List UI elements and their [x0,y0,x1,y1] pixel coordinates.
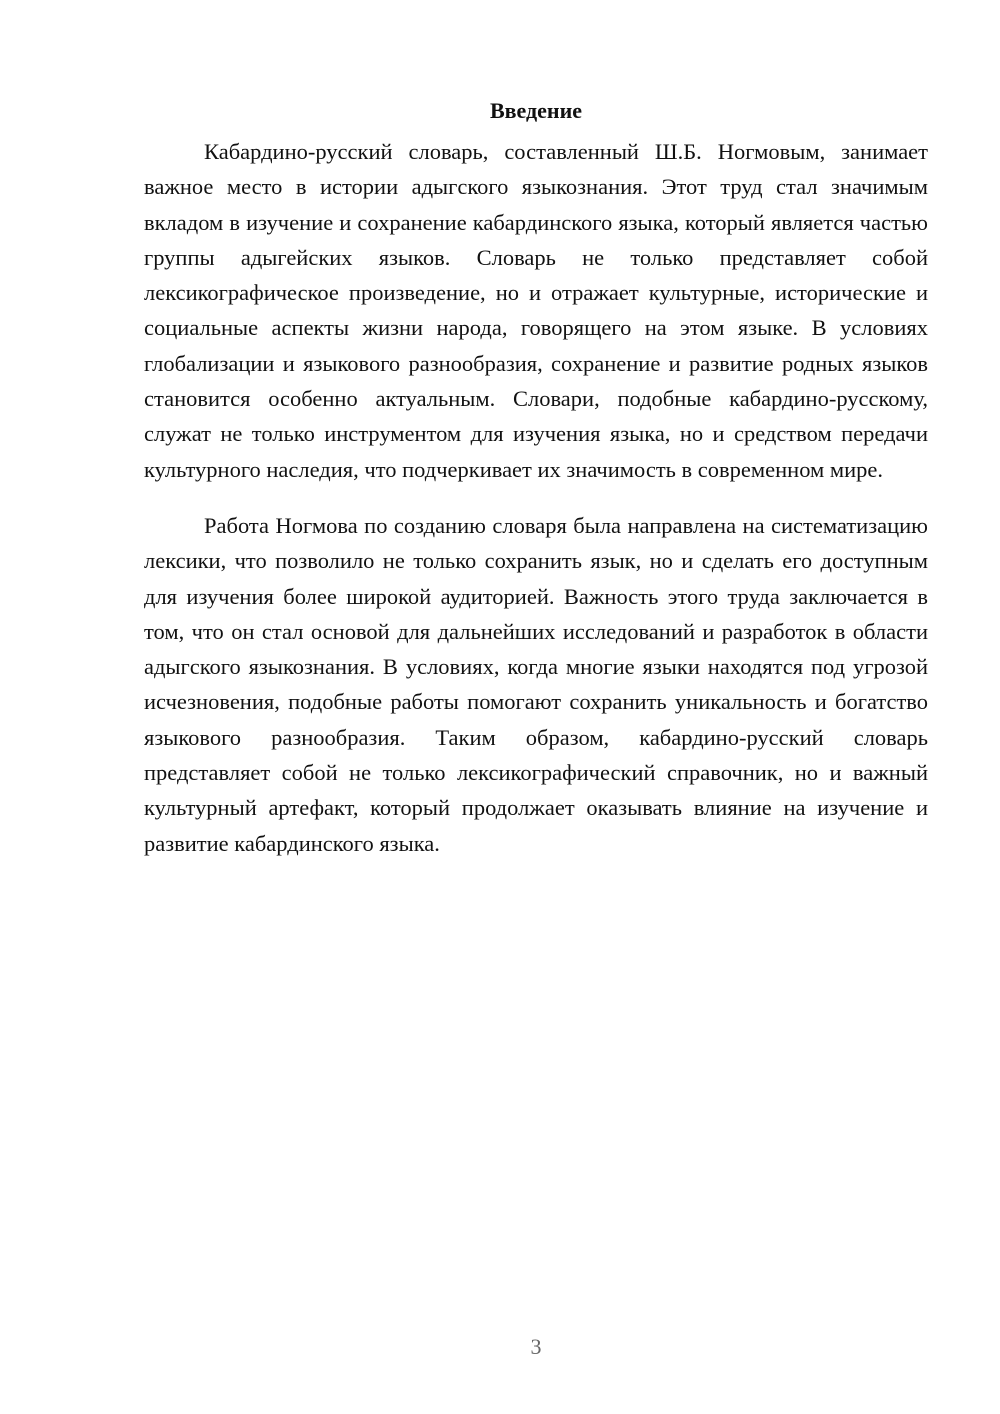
page-number: 3 [530,1334,542,1359]
page-title: Введение [489,98,583,123]
paragraph-2: Работа Ногмова по созданию словаря была направлена на систематизацию лексики, что позволило не только сохранить язык, но и сделать его доступным для изучения более широкой аудиторией. Важность этого труда заключается в том, что он стал основой для дальнейших исследований и разработок в области адыгского языкознания. В условиях, когда многие языки находятся под угрозой исчезновения, подобные работы помогают сохранить уникальность и богатство языкового разнообразия. Таким образом, кабардино-русский словарь представляет собой не только лексикографический справочник, но и важный культурный артефакт, который продолжает оказывать влияние на изучение и развитие кабардинского языка. [144,512,928,856]
page-content [144,96,928,861]
paragraph-1: Кабардино-русский словарь, составленный Ш.Б. Ногмовым, занимает важное место в истории адыгского языкознания. Этот труд стал значимым вкладом в изучение и сохранение кабардинского языка, который является частью группы адыгейских языков. Словарь не только представляет собой лексикографическое произведение, но и отражает культурные, исторические и социальные аспекты жизни народа, говорящего на этом языке. В условиях глобализации и языкового разнообразия, сохранение и развитие родных языков становится особенно актуальным. Словари, подобные кабардино-русскому, служат не только инструментом для изучения языка, но и средством передачи культурного наследия, что подчеркивает их значимость в современном мире. [144,139,928,482]
